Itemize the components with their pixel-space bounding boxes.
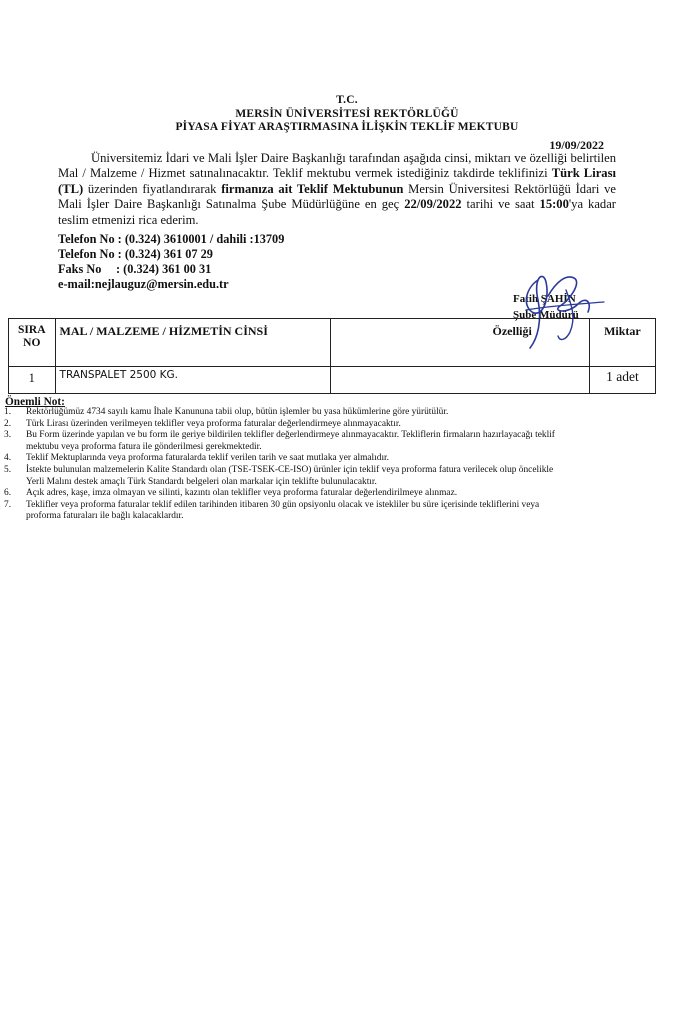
phone-line-1: Telefon No : (0.324) 3610001 / dahili :13709 xyxy=(58,232,285,246)
row-spec xyxy=(330,367,589,394)
table-header-row xyxy=(9,319,656,367)
note-text: Rektörlüğümüz 4734 sayılı kamu İhale Kanununa tabii olup, bütün işlemler bu yasa hükümlerine göre yürütülür. xyxy=(26,407,449,417)
deadline-date: 22/09/2022 xyxy=(404,197,462,212)
note-text: Bu Form üzerinde yapılan ve bu form ile geriye bildirilen teklifler değerlendirmeye alınmayacaktır. Tekliflerin firmaların hazırlayacağı teklif mektubu veya proforma fatura ile gönderilmesi gerekmektedir. xyxy=(26,430,555,452)
list-item xyxy=(2,407,562,419)
row-item: TRANSPALET 2500 KG. xyxy=(55,367,330,394)
body-text-4: tarihi ve saat xyxy=(461,197,540,212)
header-tc: T.C. xyxy=(336,94,358,106)
table-row xyxy=(9,367,656,394)
body-text-2: üzerinden fiyatlandırarak xyxy=(83,181,222,196)
body-text-3: Mersin Üniversitesi Rektörlüğü İdari ve Mali İşler Daire Başkanlığı Satınalma Şube Müdürlüğüne en geç xyxy=(58,181,617,212)
note-text: İstekte bulunulan malzemelerin Kalite Standardı olan (TSE-TSEK-CE-ISO) ürünler için teklif veya proforma fatura verilecek olup öncelikle Yerli Malını destek amaçlı Türk Standardı belgeleri olan markalar için teklifte bulunulacaktır. xyxy=(26,464,554,487)
note-number: 1. xyxy=(4,407,12,417)
list-item xyxy=(2,488,562,500)
note-number: 5. xyxy=(4,464,12,475)
notes-title-colon: : xyxy=(61,396,65,408)
deadline-time: 15:00 xyxy=(539,197,569,212)
row-no: 1 xyxy=(9,367,56,394)
items-table xyxy=(8,318,656,394)
signatory-name: Fatih ŞAHİN xyxy=(513,293,576,305)
note-text: Açık adres, kaşe, imza olmayan ve silinti, kazıntı olan teklifler veya proforma faturalar değerlendirilmeye alınmaz. xyxy=(26,488,458,499)
list-item xyxy=(2,465,562,488)
col-header-no-line2: NO xyxy=(23,337,41,349)
list-item xyxy=(2,500,562,523)
note-text: Teklifler veya proforma faturalar teklif edilen tarihinden itibaren 30 gün opsiyonlu olacak ve istekliler bu süre içerisinde tekliflerini veya proforma faturaları ile bağlı kalacaklardır. xyxy=(26,499,540,522)
col-header-no-line1: SIRA xyxy=(18,324,46,336)
list-item xyxy=(2,453,562,465)
note-number: 3. xyxy=(4,430,12,441)
col-header-no xyxy=(9,319,56,367)
fax-line xyxy=(58,262,211,277)
currency-text: Türk Lirası (TL) xyxy=(58,166,616,196)
header-university: MERSİN ÜNİVERSİTESİ REKTÖRLÜĞÜ xyxy=(235,108,459,120)
firm-letter-text: firmanıza ait Teklif Mektubunun xyxy=(221,181,404,196)
body-text-1: Üniversitemiz İdari ve Mali İşler Daire Başkanlığı tarafından aşağıda cinsi, miktarı ve özelliği belirtilen Mal / Malzeme / Hizmet satınalınacaktır. Teklif mektubu vermek istediğiniz takdirde teklifinizi xyxy=(58,151,616,181)
notes-title-text: Önemli Not xyxy=(5,396,62,408)
list-item xyxy=(2,430,562,453)
list-item xyxy=(2,419,562,431)
header-title: PİYASA FİYAT ARAŞTIRMASINA İLİŞKİN TEKLİF MEKTUBU xyxy=(175,121,519,133)
note-number: 4. xyxy=(4,453,12,464)
fax-label: Faks No xyxy=(58,262,102,276)
email-line[interactable]: e-mail:nejlauguz@mersin.edu.tr xyxy=(58,277,229,291)
note-number: 6. xyxy=(4,488,12,499)
body-text-5: 'ya kadar teslim etmenizi rica ederim. xyxy=(58,197,616,227)
row-qty: 1 adet xyxy=(589,367,655,394)
note-text: Türk Lirası üzerinden verilmeyen teklifler veya proforma faturalar değerlendirmeye alınmayacaktır. xyxy=(26,418,401,429)
col-header-item: MAL / MALZEME / HİZMETİN CİNSİ xyxy=(55,319,330,367)
notes-list xyxy=(2,407,562,523)
fax-value: : (0.324) 361 00 31 xyxy=(116,262,212,276)
col-header-qty: Miktar xyxy=(589,319,655,367)
body-paragraph xyxy=(58,151,616,228)
col-header-spec: Özelliği xyxy=(330,319,589,367)
note-number: 7. xyxy=(4,499,12,510)
note-text: Teklif Mektuplarında veya proforma faturalarda teklif verilen tarih ve saat mutlaka yer almalıdır. xyxy=(26,453,389,464)
document-date: 19/09/2022 xyxy=(549,138,604,152)
note-number: 2. xyxy=(4,418,12,429)
signatory-title: Şube Müdürü xyxy=(513,309,579,321)
phone-line-2: Telefon No : (0.324) 361 07 29 xyxy=(58,247,213,261)
